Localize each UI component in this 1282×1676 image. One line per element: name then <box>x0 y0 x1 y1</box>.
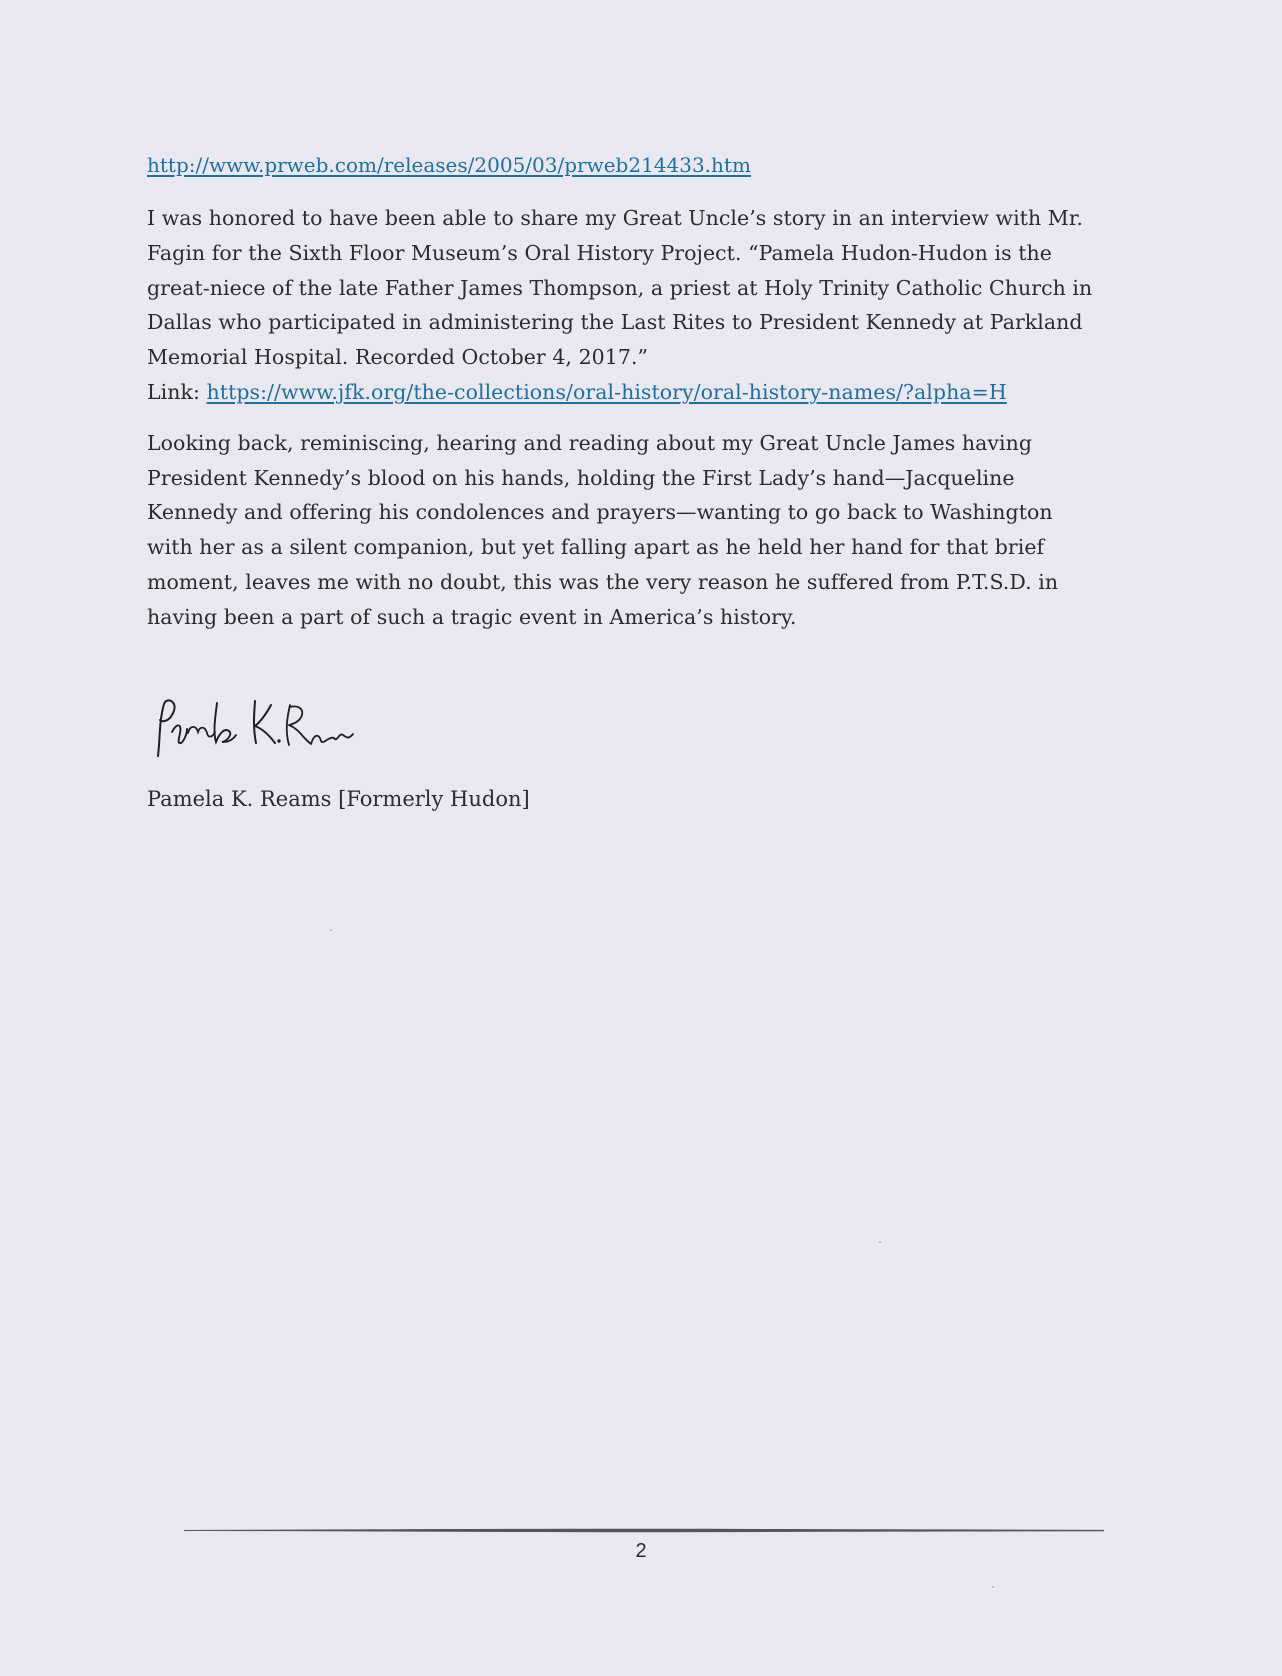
footer-rule-line <box>184 1525 1104 1535</box>
paper-speck <box>330 929 332 931</box>
signature-dot-mark <box>277 739 280 742</box>
signer-name: Pamela K. Reams [Formerly Hudon] <box>147 787 530 811</box>
prweb-release-link[interactable]: http://www.prweb.com/releases/2005/03/prweb214433.htm <box>147 153 751 177</box>
oral-history-link[interactable]: https://www.jfk.org/the-collections/oral-history/oral-history-names/?alpha=H <box>206 379 1007 404</box>
paragraph-2-line-2: President Kennedy’s blood on his hands, holding the First Lady’s hand—Jacqueline <box>147 465 1015 490</box>
paragraph-1-line-4: Dallas who participated in administering the Last Rites to President Kennedy at Parkland <box>147 310 1083 335</box>
paper-speck <box>879 1241 881 1243</box>
footer-rule <box>184 1525 1104 1535</box>
paragraph-2-line-3: Kennedy and offering his condolences and prayers—wanting to go back to Washington <box>147 500 1053 525</box>
paragraph-1-line-3: great-niece of the late Father James Thompson, a priest at Holy Trinity Catholic Church in <box>147 275 1093 300</box>
paragraph-1-line-2: Fagin for the Sixth Floor Museum’s Oral History Project. “Pamela Hudon-Hudon is the <box>147 240 1052 265</box>
reflection-paragraph <box>147 426 1147 635</box>
paragraph-2-line-4: with her as a silent companion, but yet falling apart as he held her hand for that brief <box>147 535 1045 560</box>
oral-history-paragraph <box>147 201 1147 410</box>
paragraph-2-line-5: moment, leaves me with no doubt, this was the very reason he suffered from P.T.S.D. in <box>147 569 1059 594</box>
page-number: 2 <box>635 1540 647 1562</box>
signature-drawing <box>153 691 358 767</box>
link-label: Link: <box>147 379 200 404</box>
paragraph-1-line-5: Memorial Hospital. Recorded October 4, 2017.” <box>147 345 649 370</box>
oral-history-link-line <box>147 375 1147 410</box>
paragraph-2-line-1: Looking back, reminiscing, hearing and reading about my Great Uncle James having <box>147 430 1033 455</box>
paper-speck <box>992 1586 994 1588</box>
paragraph-2-line-6: having been a part of such a tragic event in America’s history. <box>147 604 797 629</box>
paragraph-1-line-1: I was honored to have been able to share my Great Uncle’s story in an interview with Mr. <box>147 206 1083 230</box>
document-body <box>147 148 1147 635</box>
handwritten-signature <box>153 691 358 767</box>
